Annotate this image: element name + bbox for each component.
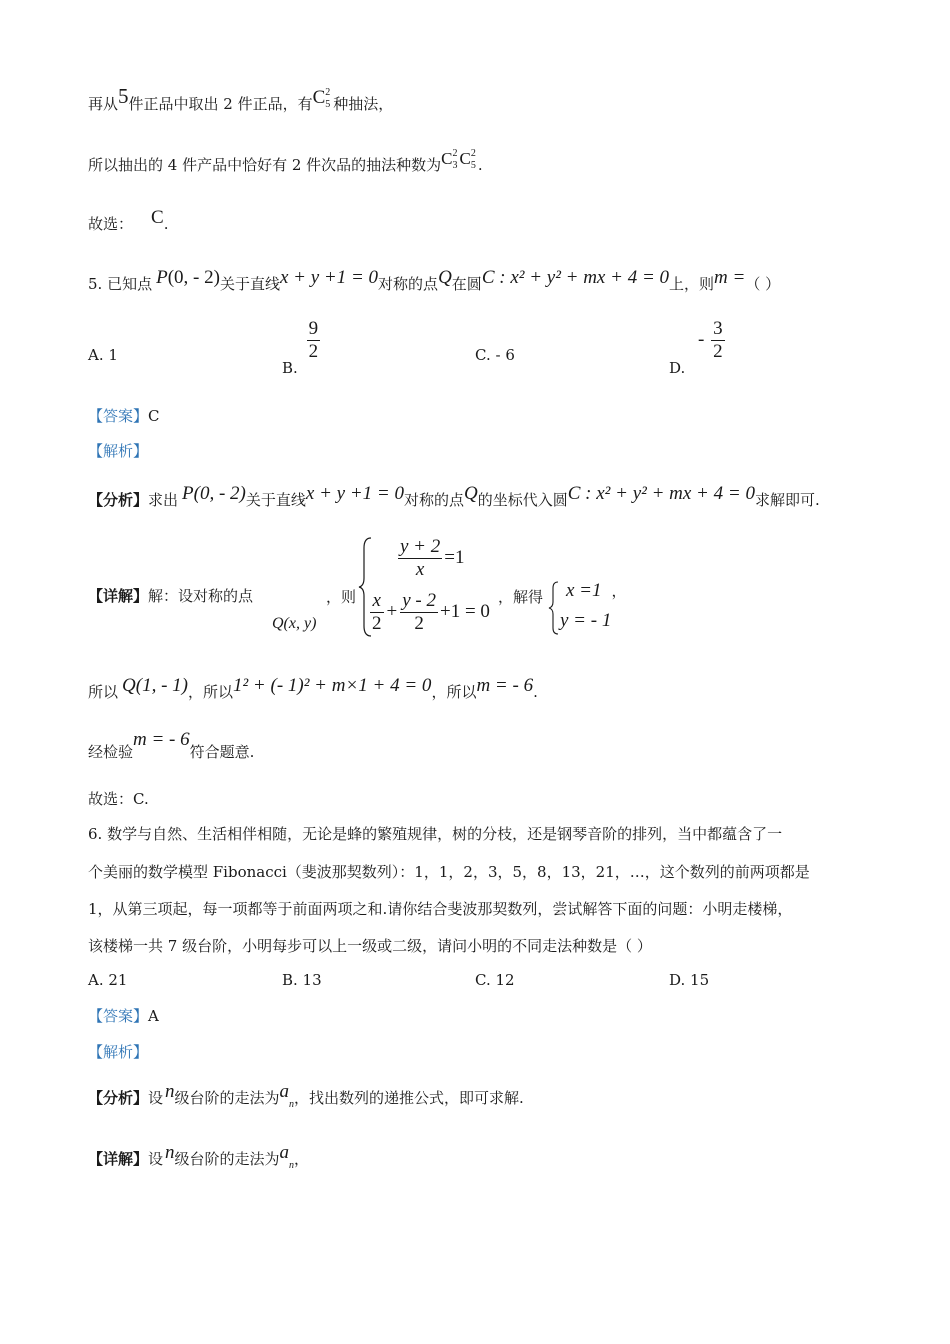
question-6-line-4: 该楼梯一共 7 级台阶，小明每步可以上一级或二级，请问小明的不同走法种数是（ ）	[88, 937, 652, 955]
q5-option-c: C. - 6	[475, 346, 515, 364]
math-combination-product: C 2 3 C 2 5	[441, 148, 476, 171]
math-five: 5	[118, 84, 129, 108]
q5-check: 经检验m = - 6符合题意.	[88, 729, 255, 761]
text: 件正品中取出 2 件正品，有	[128, 95, 313, 113]
math-point-p: P(0, - 2)	[156, 267, 220, 288]
answer-value: C	[148, 407, 160, 425]
q5-option-d: D. - $\frac{3}{2}$	[669, 318, 723, 377]
text: 种抽法，	[333, 95, 394, 113]
q5-option-b: B. $\frac{9}{2}$	[282, 318, 319, 377]
text: 关于直线	[219, 275, 280, 293]
text-line-1	[88, 84, 394, 114]
math-circle-equation: C : x² + y² + mx + 4 = 0	[481, 267, 670, 288]
q6-option-d: D. 15	[669, 971, 710, 989]
q6-option-c: C. 12	[475, 971, 515, 989]
system-eq-2: $\frac{x}{2}$ + $\frac{y - 2}{2}$ +1 = 0	[372, 590, 490, 634]
text: 故选：	[88, 215, 134, 233]
solution-y: y = - 1	[560, 610, 612, 631]
q5-fenxi: 【分析】求出 P(0, - 2)关于直线x + y +1 = 0对称的点Q的坐标代入圆C : x² + y² + mx + 4 = 0求解即可.	[88, 483, 820, 509]
text: 对称的点	[378, 275, 439, 293]
math-line-equation: x + y +1 = 0	[279, 267, 379, 288]
text: 5. 已知点	[88, 275, 153, 293]
question-6-line-1: 6. 数学与自然、生活相伴相随，无论是蜂的繁殖规律，树的分枝，还是钢琴音阶的排列，当中都蕴含了一	[88, 825, 783, 843]
question-6-line-2: 个美丽的数学模型 Fibonacci（斐波那契数列）：1，1，2，3，5，8，13，21，…，这个数列的前两项都是	[88, 863, 810, 881]
text-line-3	[88, 207, 169, 234]
answer-value: A	[148, 1007, 159, 1025]
q6-option-a: A. 21	[88, 971, 128, 989]
math-point-q: Q	[438, 267, 452, 288]
left-brace-icon	[548, 580, 560, 636]
math-answer: C	[151, 207, 164, 228]
text: 所以抽出的 4 件产品中恰好有 2 件次品的抽法种数为	[88, 156, 442, 174]
q6-fenxi: 【分析】设 n级台阶的走法为$a_n$，找出数列的递推公式，即可求解.	[88, 1081, 524, 1110]
q6-analysis-tag: 【解析】	[88, 1043, 149, 1061]
text: （ ）	[745, 275, 781, 293]
fenxi-tag: 【分析】	[88, 491, 149, 509]
text-line-2	[88, 148, 483, 175]
math-m: m =	[714, 267, 746, 288]
system-eq-1: $\frac{y + 2}{x}$ =1	[400, 536, 465, 580]
text: 在圆	[451, 275, 482, 293]
document-page: 再从5件正品中取出 2 件正品，有C 2 5 种抽法， 所以抽出的 4 件产品中恰好有 2 件次品的抽法种数为C 2 3 C 2 5 . 故选： C. 5. 已知点 P(0, - 2)关于直线x + y +1 = 0对称的点Q在圆C : x² + y² + mx + 4 = 0上，则m =（ ） A. 1 B. $\frac{9}{2}$ C. - 6 D. - $\frac{3}{2}$ 【答案】C 【解析】 【分析】求出 P(0, - 2)关于直线x + y +1 = 0对称的点Q的坐标代入圆C : x² + y² + mx + 4 = 0求解即可. 【详解】解：设对称的点 Q(x, y) ，则 $\frac{y + 2}{x}$ =1 $\frac{x}{2}$ + $\frac{y - 2}{2}$ +1 = 0 ，解得 x =1 ， y = - 1 所以 Q(1, - 1)，所以1² + (- 1)² + m×1 + 4 = 0，所以m = - 6. 经检验m = - 6符合题意. 故选：C. 6. 数学与自然、生活相伴相随，无论是蜂的繁殖规律，树的分枝，还是钢琴音阶的排列，当中都蕴含了一 个美丽的数学模型 Fibonacci（斐波那契数列）：1，1，2，3，5，8，13，21，…，这个数列的前两项都是 1，从第三项起，每一项都等于前面两项之和.请你结合斐波那契数列，尝试解答下面的问题：小明走楼梯， 该楼梯一共 7 级台阶，小明每步可以上一级或二级，请问小明的不同走法种数是（ ） A. 21 B. 13 C. 12 D. 15 【答案】A 【解析】 【分析】设 n级台阶的走法为$a_n$，找出数列的递推公式，即可求解. 【详解】设 n级台阶的走法为$a_n$，	[0, 0, 950, 1344]
text: .	[163, 215, 169, 233]
question-6-line-3: 1，从第三项起，每一项都等于前面两项之和.请你结合斐波那契数列，尝试解答下面的问题：小明走楼梯，	[88, 900, 793, 918]
q5-detail: 【详解】解：设对称的点	[88, 587, 254, 605]
solution-x: x =1 ，	[566, 580, 627, 601]
question-5-stem	[88, 267, 781, 294]
text: 再从	[88, 95, 119, 113]
fenxi-tag: 【分析】	[88, 1089, 149, 1107]
detail-tag: 【详解】	[88, 587, 149, 605]
q6-detail: 【详解】设 n级台阶的走法为$a_n$，	[88, 1142, 310, 1171]
q6-answer	[88, 1006, 159, 1026]
q5-so-line: 所以 Q(1, - 1)，所以1² + (- 1)² + m×1 + 4 = 0，所以m = - 6.	[88, 675, 538, 701]
text: 上，则	[669, 275, 715, 293]
math-combination: C 2 5	[312, 87, 331, 110]
math-point-q-xy: Q(x, y)	[272, 615, 317, 632]
q5-option-a: A. 1	[88, 346, 118, 364]
q6-option-b: B. 13	[282, 971, 322, 989]
q5-analysis-tag: 【解析】	[88, 442, 149, 460]
q5-final: 故选：C.	[88, 790, 149, 808]
text: .	[477, 156, 483, 174]
fraction: $\frac{9}{2}$	[308, 318, 319, 362]
answer-tag: 【答案】	[88, 1007, 149, 1025]
q5-answer	[88, 406, 160, 426]
answer-tag: 【答案】	[88, 407, 149, 425]
fraction: $\frac{3}{2}$	[713, 318, 723, 362]
detail-tag: 【详解】	[88, 1150, 149, 1168]
